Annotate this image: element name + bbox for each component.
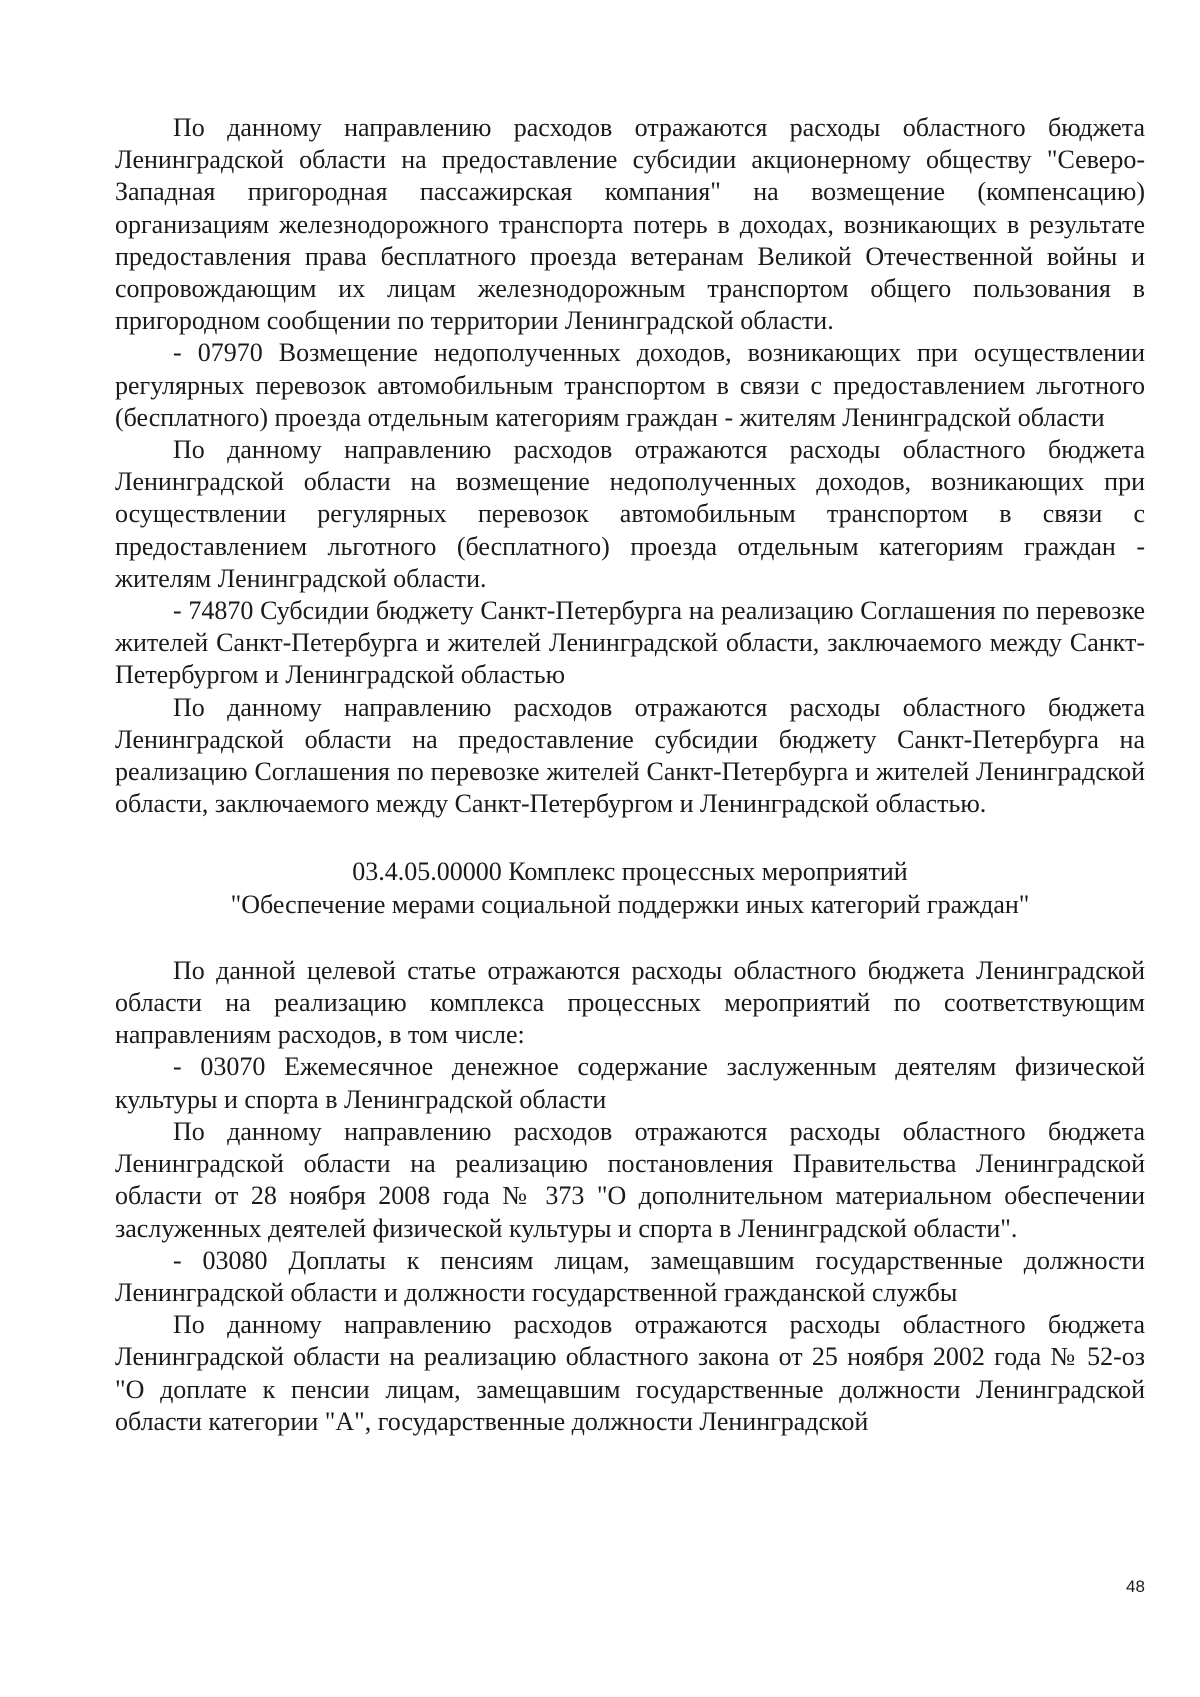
section-heading-code: 03.4.05.00000 Комплекс процессных мероприятий <box>352 857 908 887</box>
paragraph-74870-description: По данному направлению расходов отражаются расходы областного бюджета Ленинградской области на предоставление субсидии бюджету Санкт-Петербурга на реализацию Соглашения по перевозке жителей Санкт-Петербурга и жителей Ленинградской области, заключаемого между Санкт-Петербургом и Ленинградской областью. <box>115 692 1145 819</box>
paragraph-03070-title: - 03070 Ежемесячное денежное содержание заслуженным деятелям физической культуры и спорта в Ленинградской области <box>115 1052 1145 1114</box>
page-content <box>115 112 1145 1438</box>
section-heading <box>115 856 1145 920</box>
paragraph-03080-description: По данному направлению расходов отражаются расходы областного бюджета Ленинградской области на реализацию областного закона от 25 ноября 2002 года № 52-оз "О доплате к пенсии лицам, замещавшим государственные должности Ленинградской области категории "А", государственные должности Ленинградской <box>115 1310 1145 1436</box>
paragraph-07970-description: По данному направлению расходов отражаются расходы областного бюджета Ленинградской области на возмещение недополученных доходов, возникающих при осуществлении регулярных перевозок автомобильным транспортом в связи с предоставлением льготного (бесплатного) проезда отдельным категориям граждан - жителям Ленинградской области. <box>115 435 1145 593</box>
paragraph-07970-title: - 07970 Возмещение недополученных доходов, возникающих при осуществлении регулярных перевозок автомобильным транспортом в связи с предоставлением льготного (бесплатного) проезда отдельным категориям граждан - жителям Ленинградской области <box>115 338 1145 432</box>
paragraph-74870-title: - 74870 Субсидии бюджету Санкт-Петербурга на реализацию Соглашения по перевозке жителей Санкт-Петербурга и жителей Ленинградской области, заключаемого между Санкт-Петербургом и Ленинградской областью <box>115 596 1145 690</box>
paragraph-03070-description: По данному направлению расходов отражаются расходы областного бюджета Ленинградской области на реализацию постановления Правительства Ленинградской области от 28 ноября 2008 года № 373 "О дополнительном материальном обеспечении заслуженных деятелей физической культуры и спорта в Ленинградской области". <box>115 1116 1145 1243</box>
paragraph-target-article-intro: По данной целевой статье отражаются расходы областного бюджета Ленинградской области на реализацию комплекса процессных мероприятий по соответствующим направлениям расходов, в том числе: <box>115 955 1145 1050</box>
paragraph-railway-subsidy-description: По данному направлению расходов отражаются расходы областного бюджета Ленинградской области на предоставление субсидии акционерному обществу "Северо-Западная пригородная пассажирская компания" на возмещение (компенсацию) организациям железнодорожного транспорта потерь в доходах, возникающих в результате предоставления права бесплатного проезда ветеранам Великой Отечественной войны и сопровождающим их лицам железнодорожным транспортом общего пользования в пригородном сообщении по территории Ленинградской области. <box>115 113 1145 336</box>
section-heading-title: "Обеспечение мерами социальной поддержки иных категорий граждан" <box>230 889 1030 919</box>
page-number: 48 <box>1126 1577 1145 1596</box>
paragraph-03080-title: - 03080 Доплаты к пенсиям лицам, замещавшим государственные должности Ленинградской области и должности государственной гражданской службы <box>115 1245 1145 1307</box>
